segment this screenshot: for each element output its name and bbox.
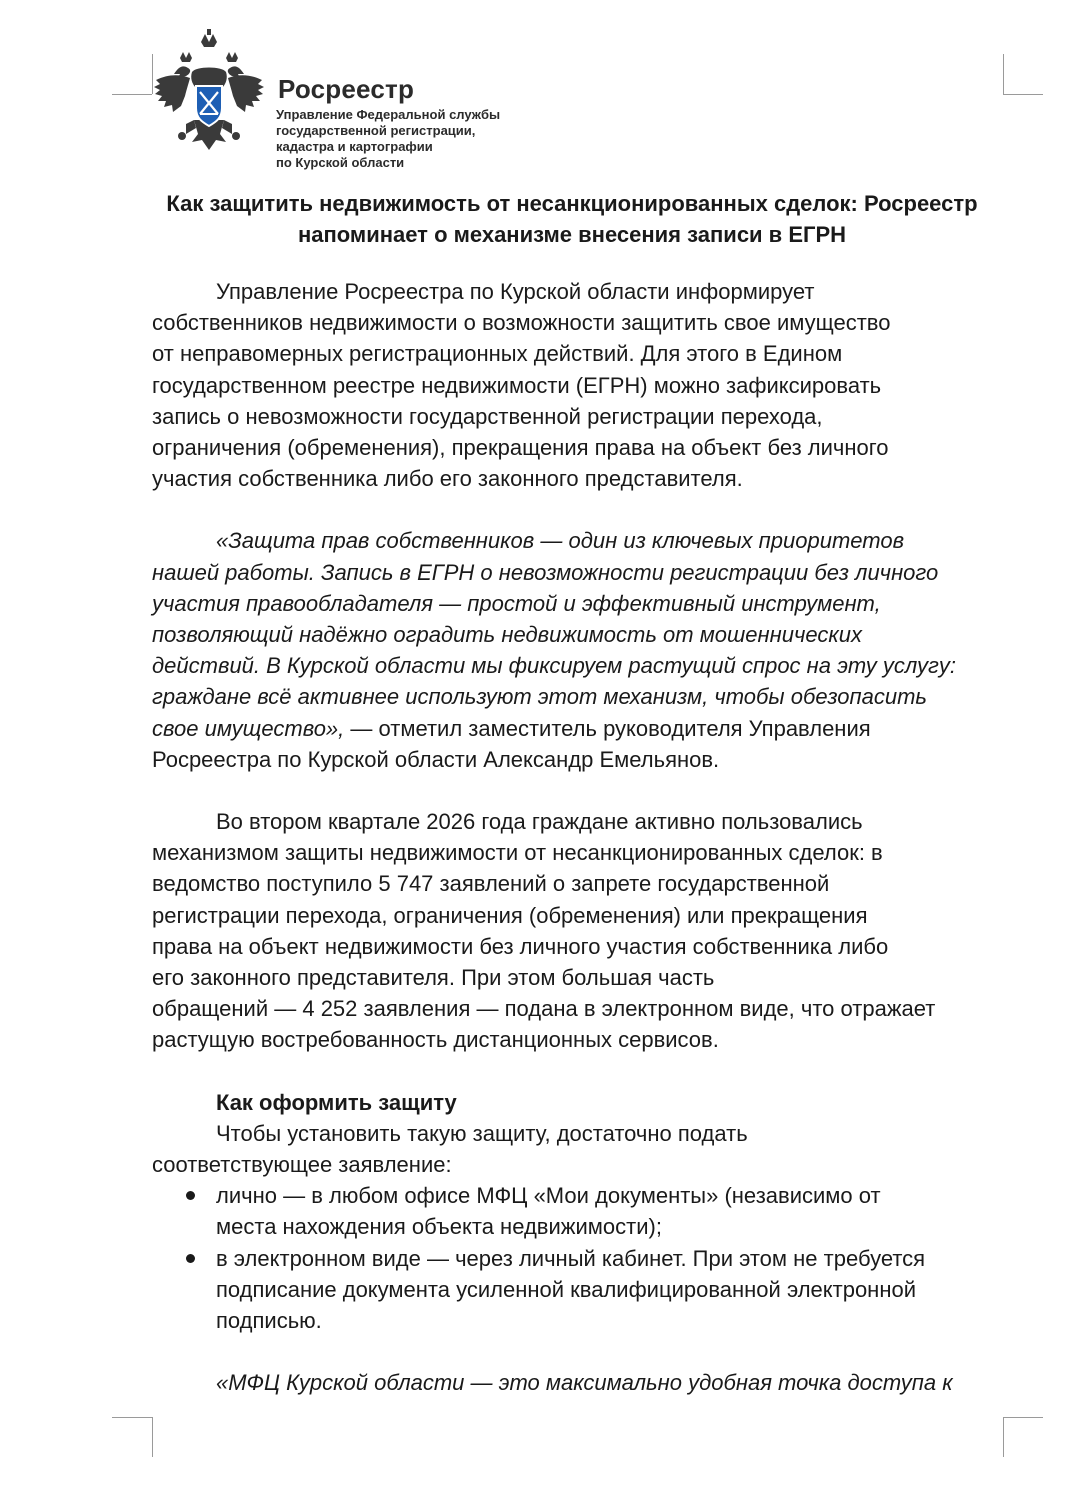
text-line: в электронном виде — через личный кабинет. При этом не требуется — [216, 1245, 926, 1271]
article-title — [144, 188, 1000, 250]
quote-line: свое имущество», — [152, 715, 345, 741]
quote-line: «Защита прав собственников — один из ключевых приоритетов — [216, 528, 905, 554]
text-line: ведомство поступило 5 747 заявлений о запрете государственной — [152, 871, 830, 897]
quote-line: позволяющий надёжно оградить недвижимость от мошеннических — [152, 622, 862, 648]
text-line: места нахождения объекта недвижимости); — [216, 1214, 662, 1240]
text-line: государственном реестре недвижимости (ЕГРН) можно зафиксировать — [152, 372, 882, 398]
crop-mark-bottom-right-h — [1003, 1417, 1043, 1418]
brand-subtitle-line: кадастра и картографии — [276, 139, 433, 154]
text-line: участия собственника либо его законного представителя. — [152, 466, 743, 492]
quote-line: нашей работы. Запись в ЕГРН о невозможности регистрации без личного — [152, 559, 939, 585]
brand-subtitle — [276, 107, 546, 171]
text-line: подписью. — [216, 1308, 322, 1334]
brand-subtitle-line: государственной регистрации, — [276, 123, 476, 138]
crop-mark-top-left-h — [112, 94, 152, 95]
bullet-list — [152, 1180, 992, 1336]
quote-line: действий. В Курской области мы фиксируем растущий спрос на эту услугу: — [152, 653, 957, 679]
letterhead — [150, 28, 550, 170]
paragraph-quote-2 — [152, 1367, 992, 1398]
crop-mark-top-right-h — [1003, 94, 1043, 95]
title-line: Как защитить недвижимость от несанкционированных сделок: Росреестр — [166, 191, 978, 216]
text-line: ограничения (обременения), прекращения права на объект без личного — [152, 435, 889, 461]
text-line: Чтобы установить такую защиту, достаточно подать — [216, 1120, 748, 1146]
paragraph-intro — [152, 276, 992, 494]
text-line: Во втором квартале 2026 года граждане активно пользовались — [216, 809, 863, 835]
quote-attribution: Росреестра по Курской области Александр Емельянов. — [152, 746, 720, 772]
paragraph-quote — [152, 525, 992, 775]
article-body — [152, 188, 992, 1430]
brand-subtitle-line: по Курской области — [276, 155, 405, 170]
crop-mark-bottom-right-v — [1003, 1417, 1004, 1457]
quote-attribution-start: — отметил заместитель руководителя Управления — [344, 715, 871, 741]
text-line: запись о невозможности государственной регистрации перехода, — [152, 403, 823, 429]
crop-mark-top-right-v — [1003, 54, 1004, 94]
list-item — [152, 1243, 992, 1337]
text-line: соответствующее заявление: — [152, 1152, 452, 1178]
text-line: обращений — 4 252 заявления — подана в электронном виде, что отражает — [152, 996, 936, 1022]
text-line: собственников недвижимости о возможности защитить свое имущество — [152, 310, 891, 336]
text-line: от неправомерных регистрационных действий. Для этого в Едином — [152, 341, 843, 367]
list-item — [152, 1180, 992, 1242]
section-intro — [152, 1118, 992, 1180]
text-line: Управление Росреестра по Курской области информирует — [216, 279, 815, 304]
bullet-icon — [186, 1254, 195, 1263]
title-line: напоминает о механизме внесения записи в ЕГРН — [297, 222, 847, 247]
text-line: лично — в любом офисе МФЦ «Мои документы» (независимо от — [216, 1183, 881, 1209]
quote-line: «МФЦ Курской области — это максимально удобная точка доступа к — [216, 1370, 953, 1396]
paragraph-statistics — [152, 806, 992, 1056]
text-line: права на объект недвижимости без личного участия собственника либо — [152, 933, 889, 959]
text-line: подписание документа усиленной квалифицированной электронной — [216, 1276, 917, 1302]
text-line: растущую востребованность дистанционных сервисов. — [152, 1027, 719, 1053]
text-line: его законного представителя. При этом большая часть — [152, 965, 715, 991]
section-heading: Как оформить защиту — [216, 1089, 457, 1115]
crop-mark-bottom-left-h — [112, 1417, 152, 1418]
text-line: регистрации перехода, ограничения (обременения) или прекращения — [152, 902, 868, 928]
bullet-icon — [186, 1191, 195, 1200]
brand-name: Росреестр — [278, 74, 415, 104]
text-line: механизмом защиты недвижимости от несанкционированных сделок: в — [152, 840, 883, 866]
brand-subtitle-line: Управление Федеральной службы — [276, 107, 501, 122]
quote-line: граждане всё активнее используют этот механизм, чтобы обезопасить — [152, 684, 928, 710]
double-headed-eagle-emblem-icon — [150, 28, 268, 156]
quote-line: участия правообладателя — простой и эффективный инструмент, — [152, 590, 881, 616]
